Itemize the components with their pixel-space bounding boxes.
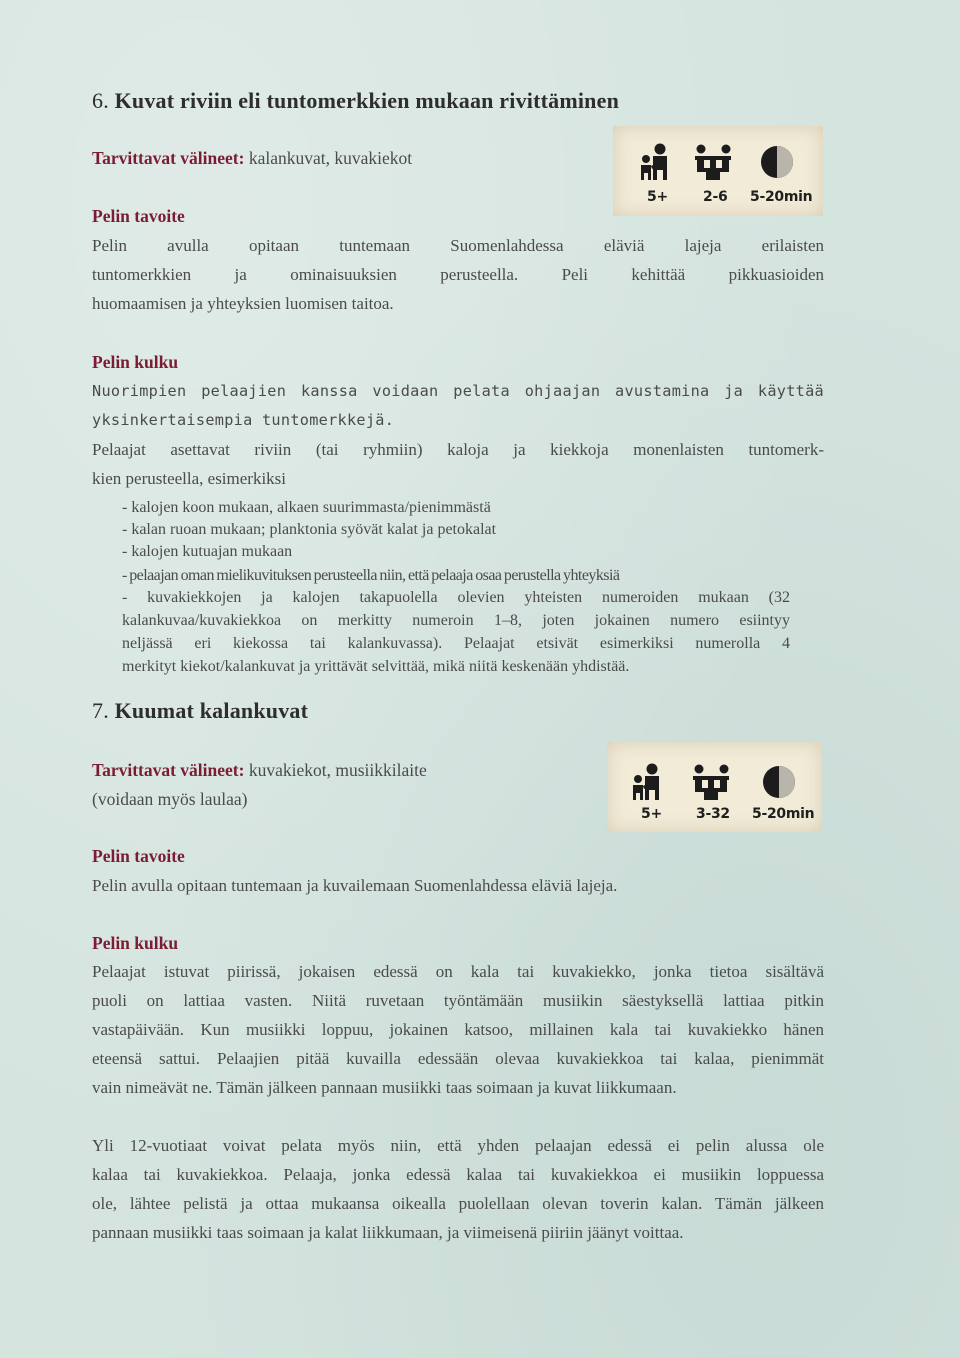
players-table-icon (693, 765, 729, 801)
section-7-flow-line: eteensä sattui. Pelaajien pitää kuvailla edessään olevaa kuvakiekkoa tai kalaa, pienimmät (92, 1049, 824, 1068)
section-6-goal-line: Pelin avulla opitaan tuntemaan Suomenlahdessa eläviä lajeja erilaisten (92, 236, 824, 255)
section-6-age: 5+ (647, 189, 668, 205)
section-7-heading (92, 698, 308, 724)
clock-pie-icon (761, 146, 793, 178)
section-6-example: neljässä eri kiekossa tai kalankuvassa). Pelaajat etsivät esimerkiksi numerolla 4 (122, 635, 790, 652)
section-6-info-badge (613, 126, 823, 216)
section-7-extra-line: pannaan musiikki taas soimaan ja kalat liikkumaan, ja viimeisenä piiriin jäänyt voittaa. (92, 1223, 684, 1242)
section-7-extra-line: Yli 12-vuotiaat voivat pelata myös niin, että yhden pelaajan edessä ei pelin alussa ole (92, 1136, 824, 1155)
section-7-flow-line: vain nimeävät ne. Tämän jälkeen pannaan musiikki taas soimaan ja kuvat liikkumaan. (92, 1078, 677, 1097)
section-6-goal-label: Pelin tavoite (92, 206, 185, 226)
section-6-example: - kalojen kutuajan mukaan (122, 543, 293, 560)
section-6-tools-label: Tarvittavat välineet: (92, 148, 245, 168)
section-6-heading (92, 88, 619, 114)
section-6-players: 2-6 (703, 189, 728, 205)
section-6-example: kalankuvaa/kuvakiekkoa on merkitty numeroin 1–8, joten jokainen numero esiintyy (122, 612, 790, 629)
section-6-flow-line: kien perusteella, esimerkiksi (92, 469, 287, 488)
section-7-players: 3-32 (696, 806, 730, 822)
section-6-example: - pelaajan oman mielikuvituksen perusteella niin, että pelaaja osaa perustella yhteyksiä (122, 567, 620, 584)
adult-child-icon (641, 144, 667, 181)
section-6-goal-line: tuntomerkkien ja ominaisuuksien perusteella. Peli kehittää pikkuasioiden (92, 265, 824, 284)
section-7-title: Kuumat kalankuvat (114, 698, 309, 723)
section-7-time: 5-20min (752, 806, 815, 822)
section-7-age: 5+ (641, 806, 662, 822)
section-6-flow-label: Pelin kulku (92, 352, 179, 372)
section-6-time: 5-20min (750, 189, 813, 205)
section-6-example: - kuvakiekkojen ja kalojen takapuolella olevien yhteisten numeroiden mukaan (32 (122, 589, 790, 606)
section-6-example: - kalojen koon mukaan, alkaen suurimmasta/pienimmästä (122, 499, 491, 516)
section-7-extra-line: ole, lähtee pelistä ja ottaa mukaansa oikealla puolellaan olevan toverin kalan. Tämän jälkeen (92, 1194, 824, 1213)
section-7-flow-line: puoli on lattiaa vasten. Niitä ruvetaan työntämään musiikin säestyksellä lattiaa pitkin (92, 991, 824, 1010)
section-6-title: Kuvat riviin eli tuntomerkkien mukaan rivittäminen (114, 88, 620, 113)
section-7-tools-value: kuvakiekot, musiikkilaite (248, 760, 427, 780)
section-7-info-badge (607, 742, 822, 832)
section-6-flow-line: Pelaajat asettavat riviin (tai ryhmiin) kaloja ja kiekkoja monenlaisten tuntomerk- (92, 440, 824, 459)
section-6-flow-line: yksinkertaisempia tuntomerkkejä. (92, 411, 395, 429)
section-7-extra-line: kalaa tai kuvakiekkoa. Pelaaja, jonka edessä kalaa tai kuvakiekkoa ei musiikin loppuessa (92, 1165, 824, 1184)
section-7-number: 7. (92, 698, 109, 723)
section-7-tools-value-2: (voidaan myös laulaa) (92, 789, 248, 809)
section-6-goal-line: huomaamisen ja yhteyksien luomisen taitoa. (92, 294, 394, 313)
section-7-flow-label: Pelin kulku (92, 933, 179, 953)
section-6-flow-line: Nuorimpien pelaajien kanssa voidaan pelata ohjaajan avustamina ja käyttää (92, 382, 824, 400)
section-7-goal-line: Pelin avulla opitaan tuntemaan ja kuvailemaan Suomenlahdessa eläviä lajeja. (92, 876, 618, 895)
section-7-goal-label: Pelin tavoite (92, 846, 185, 866)
clock-pie-icon (763, 766, 795, 798)
section-6-example: - kalan ruoan mukaan; planktonia syövät kalat ja petokalat (122, 521, 497, 538)
section-6-example: merkityt kiekot/kalankuvat ja yrittävät selvittää, mikä niitä keskenään yhdistää. (122, 658, 630, 675)
section-7-flow-line: Pelaajat istuvat piirissä, jokaisen edessä on kala tai kuvakiekko, jonka tietoa sisältävä (92, 962, 824, 981)
section-7-tools (92, 760, 427, 781)
section-6-tools-value: kalankuvat, kuvakiekot (248, 148, 413, 168)
section-7-flow-line: vastapäivään. Kun musiikki loppuu, jokainen katsoo, millainen kala tai kuvakiekko hänen (92, 1020, 824, 1039)
section-6-number: 6. (92, 88, 109, 113)
section-7-tools-label: Tarvittavat välineet: (92, 760, 245, 780)
adult-child-icon (633, 764, 659, 801)
players-table-icon (695, 145, 731, 181)
section-6-tools (92, 148, 412, 169)
